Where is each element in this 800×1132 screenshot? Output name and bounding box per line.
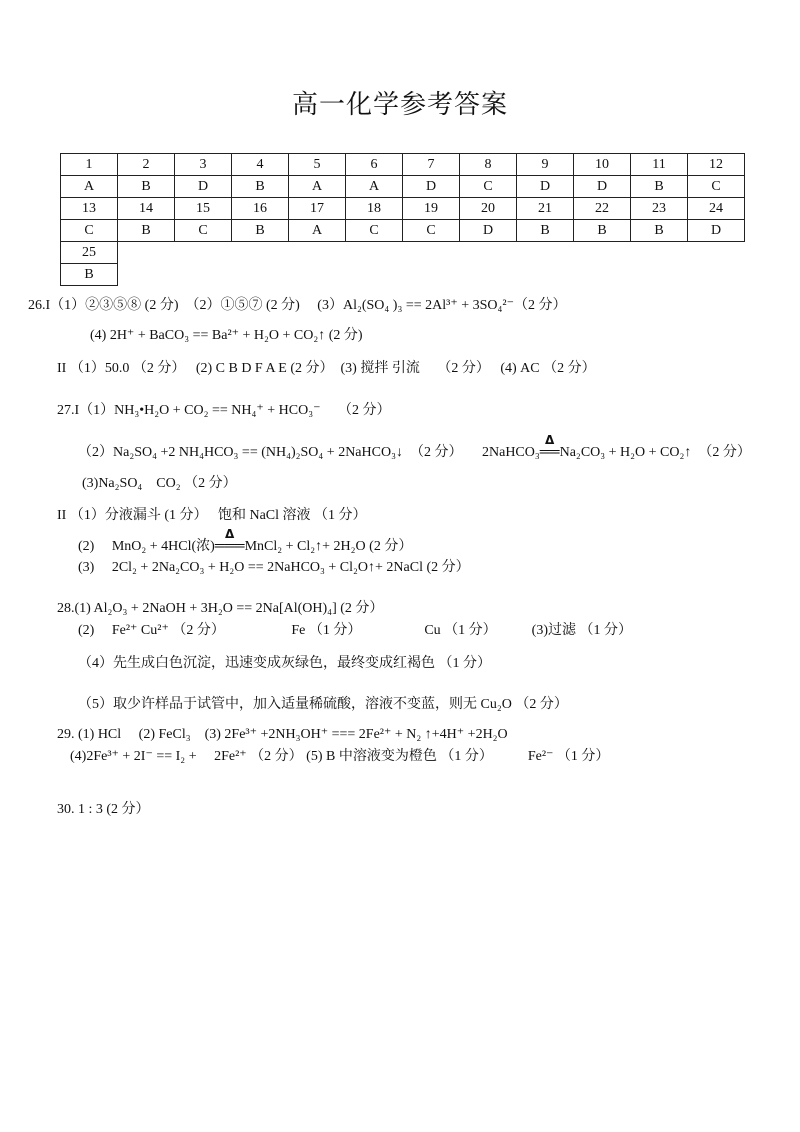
- answer-28-line1: 28.(1) Al₂O₃ + 2NaOH + 3H₂O == 2Na[Al(OH)₄] (2 分）: [57, 601, 384, 616]
- heat-triangle-icon: Δ: [545, 433, 555, 447]
- answer-cell: C: [403, 220, 460, 242]
- answer-cell: B: [631, 220, 688, 242]
- answer-28-line4: （5）取少许样品于试管中，加入适量稀硫酸，溶液不变蓝，则无 Cu₂O （2 分）: [78, 697, 568, 712]
- answer-cell: C: [346, 220, 403, 242]
- question-number-cell: 12: [688, 154, 745, 176]
- answer-26-part1-line2: (4) 2H⁺ + BaCO₃ == Ba²⁺ + H₂O + CO₂↑ (2 分): [90, 328, 363, 343]
- question-number-cell: 17: [289, 198, 346, 220]
- answer-cell: B: [232, 176, 289, 198]
- question-number-cell: 19: [403, 198, 460, 220]
- answer-30: 30. 1 : 3 (2 分）: [57, 802, 150, 817]
- equation-products: Na₂CO₃ + H₂O + CO₂↑ （2 分）: [559, 445, 751, 460]
- question-number-cell: 16: [232, 198, 289, 220]
- answer-28-line2: (2) Fe²⁺ Cu²⁺ （2 分） Fe （1 分） Cu （1 分） (3)过滤 （1 分）: [78, 623, 632, 638]
- question-number-cell: 20: [460, 198, 517, 220]
- equation-products: MnCl₂ + Cl₂↑+ 2H₂O (2 分）: [244, 539, 413, 554]
- answer-table-row: [61, 242, 745, 264]
- answer-27-part1-line2: （2）Na₂SO₄ +2 NH₄HCO₃ == (NH₄)₂SO₄ + 2NaHCO₃↓ （2 分）: [78, 445, 463, 460]
- question-number-cell: 3: [175, 154, 232, 176]
- answer-cell: B: [631, 176, 688, 198]
- answer-27-heat-equation: [482, 433, 751, 462]
- question-number-cell: 8: [460, 154, 517, 176]
- answer-cell: A: [61, 176, 118, 198]
- answer-cell: D: [688, 220, 745, 242]
- answer-table-row: [61, 264, 745, 286]
- question-number-cell: 21: [517, 198, 574, 220]
- answer-cell: A: [289, 176, 346, 198]
- equation-reactant: 2NaHCO₃: [482, 445, 540, 460]
- question-number-cell: 22: [574, 198, 631, 220]
- answer-cell: C: [460, 176, 517, 198]
- answer-27-part1-line1: 27.I（1）NH₃•H₂O + CO₂ == NH₄⁺ + HCO₃⁻ （2 分）: [57, 403, 391, 418]
- answer-cell: B: [232, 220, 289, 242]
- answer-cell: D: [574, 176, 631, 198]
- question-number-cell: 18: [346, 198, 403, 220]
- answer-cell: B: [118, 220, 175, 242]
- question-number-cell: 2: [118, 154, 175, 176]
- answer-29-line1: 29. (1) HCl (2) FeCl₃ (3) 2Fe³⁺ +2NH₃OH⁺ === 2Fe²⁺ + N₂ ↑+4H⁺ +2H₂O: [57, 727, 508, 742]
- question-number-cell: 11: [631, 154, 688, 176]
- answer-table-row: [61, 198, 745, 220]
- answer-27-part2-line3: (3) 2Cl₂ + 2Na₂CO₃ + H₂O == 2NaHCO₃ + Cl₂O↑+ 2NaCl (2 分）: [78, 560, 470, 575]
- answer-cell: C: [175, 220, 232, 242]
- question-number-cell: 23: [631, 198, 688, 220]
- answer-cell: B: [61, 264, 118, 286]
- question-number-cell: 10: [574, 154, 631, 176]
- answer-29-line2: (4)2Fe³⁺ + 2I⁻ == I₂ + 2Fe²⁺ （2 分） (5) B 中溶液变为橙色 （1 分） Fe²⁻ （1 分）: [70, 749, 610, 764]
- answer-cell: C: [61, 220, 118, 242]
- answer-27-part2-line2: [78, 527, 413, 556]
- answer-27-part2-line1: II （1）分液漏斗 (1 分） 饱和 NaCl 溶液 （1 分）: [57, 508, 367, 523]
- answer-cell: A: [289, 220, 346, 242]
- answer-table: [60, 153, 745, 286]
- answer-cell: B: [517, 220, 574, 242]
- question-number-cell: 9: [517, 154, 574, 176]
- question-number-cell: 24: [688, 198, 745, 220]
- answer-cell: D: [175, 176, 232, 198]
- answer-cell: A: [346, 176, 403, 198]
- answer-table-row: [61, 176, 745, 198]
- equation-reactants: (2) MnO₂ + 4HCl(浓): [78, 539, 215, 554]
- question-number-cell: 1: [61, 154, 118, 176]
- question-number-cell: 5: [289, 154, 346, 176]
- page-title: 高一化学参考答案: [291, 90, 508, 119]
- answer-28-line3: （4）先生成白色沉淀，迅速变成灰绿色，最终变成红褐色 （1 分）: [78, 656, 491, 671]
- question-number-cell: 4: [232, 154, 289, 176]
- answer-26-part2: II （1）50.0 （2 分） (2) C B D F A E (2 分） (3) 搅拌 引流 （2 分） (4) AC （2 分）: [57, 361, 596, 376]
- answer-cell: D: [460, 220, 517, 242]
- answer-table-row: [61, 220, 745, 242]
- answer-cell: B: [118, 176, 175, 198]
- heating-condition: Δ ══: [539, 433, 560, 460]
- answer-27-part1-line3: (3)Na₂SO₄ CO₂ （2 分）: [82, 476, 237, 491]
- answer-cell: C: [688, 176, 745, 198]
- question-number-cell: 7: [403, 154, 460, 176]
- answer-cell: B: [574, 220, 631, 242]
- question-number-cell: 25: [61, 242, 118, 264]
- answer-cell: D: [517, 176, 574, 198]
- question-number-cell: 13: [61, 198, 118, 220]
- question-number-cell: 14: [118, 198, 175, 220]
- question-number-cell: 6: [346, 154, 403, 176]
- answer-26-part1-line1: 26.I（1）②③⑤⑧ (2 分) （2）①⑤⑦ (2 分) (3）Al₂(SO₄ )₃ == 2Al³⁺ + 3SO₄²⁻（2 分）: [28, 298, 567, 313]
- answer-table-row: [61, 154, 745, 176]
- heating-condition: Δ ═══: [214, 527, 245, 554]
- question-number-cell: 15: [175, 198, 232, 220]
- heat-triangle-icon: Δ: [225, 527, 235, 541]
- answer-cell: D: [403, 176, 460, 198]
